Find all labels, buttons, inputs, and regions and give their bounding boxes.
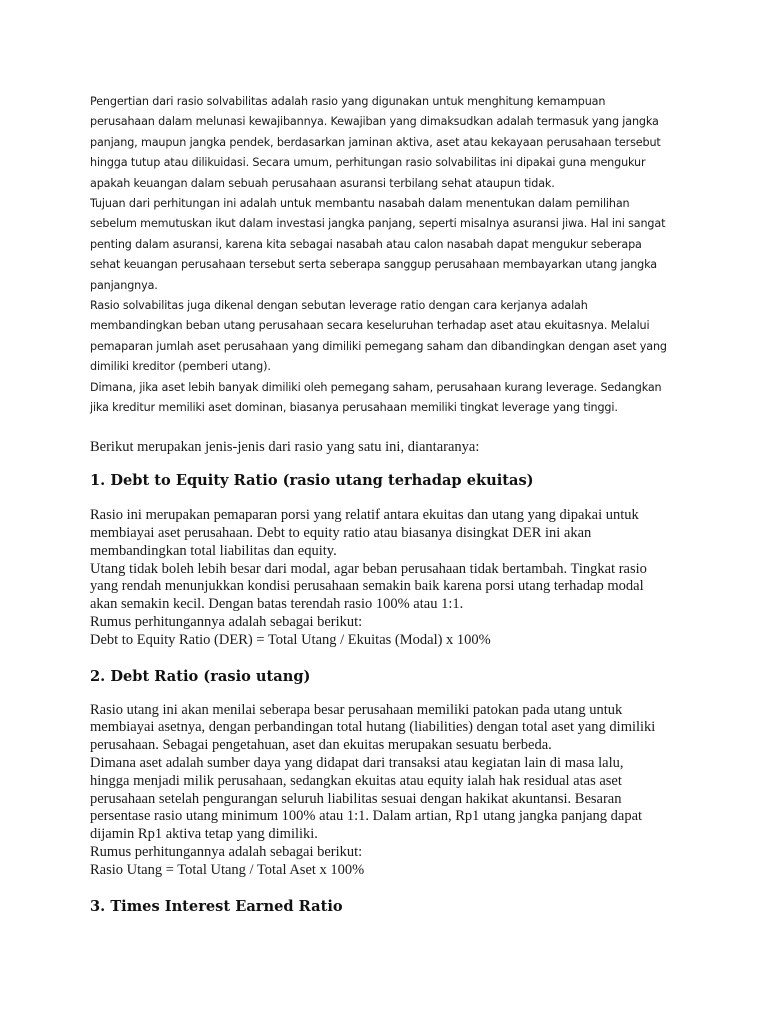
intro-paragraph [90,92,690,419]
text-line: Dimana, jika aset lebih banyak dimiliki oleh pemegang saham, perusahaan kurang leverage. Sedangkan [90,380,662,394]
intro-sentence: Berikut merupakan jenis-jenis dari rasio yang satu ini, diantaranya: [90,438,480,455]
text-line: panjangnya. [90,278,158,292]
text-line: hingga tutup atau dilikuidasi. Secara umum, perhitungan rasio solvabilitas ini dipakai guna mengukur [90,156,646,170]
text-line: akan semakin kecil. Dengan batas terendah rasio 100% atau 1:1. [90,596,464,613]
text-line: perusahaan setelah pengurangan seluruh liabilitas sesuai dengan hakikat akuntansi. Besaran [90,790,622,807]
text-line: membiayai aset perusahaan. Debt to equity ratio atau biasanya disingkat DER ini akan [90,525,592,542]
text-line: yang rendah menunjukkan kondisi perusahaan semakin baik karena porsi utang terhadap modal [90,578,644,595]
text-line: jika kreditur memiliki aset dominan, biasanya perusahaan memiliki tingkat leverage yang tinggi. [90,401,618,415]
section-body-der [90,507,690,649]
text-line: sebelum memutuskan ikut dalam investasi jangka panjang, seperti misalnya asuransi jiwa. Hal ini sangat [90,217,666,231]
document-page [90,92,690,917]
text-line: dimiliki kreditor (pemberi utang). [90,360,271,374]
section-heading-der: 1. Debt to Equity Ratio (rasio utang terhadap ekuitas) [90,472,534,490]
text-line: panjang, maupun jangka pendek, berdasarkan jaminan aktiva, aset atau kekayaan perusahaan tersebut [90,135,661,149]
text-line: membiayai asetnya, dengan perbandingan total hutang (liabilities) dengan total aset yang dimiliki [90,719,656,736]
text-line: membandingkan total liabilitas dan equity. [90,542,337,559]
text-line: persentase rasio utang minimum 100% atau 1:1. Dalam artian, Rp1 utang jangka panjang dapat [90,808,643,825]
text-line: Rasio ini merupakan pemaparan porsi yang relatif antara ekuitas dan utang yang dipakai untuk [90,507,639,524]
text-line: penting dalam asuransi, karena kita sebagai nasabah atau calon nasabah dapat mengukur seberapa [90,237,642,251]
text-line: Tujuan dari perhitungan ini adalah untuk membantu nasabah dalam menentukan dalam pemilihan [90,197,630,211]
text-line: sehat keuangan perusahaan tersebut serta seberapa sanggup perusahaan membayarkan utang jangka [90,258,657,272]
text-line: perusahaan dalam melunasi kewajibannya. Kewajiban yang dimaksudkan adalah termasuk yang jangka [90,115,659,129]
formula-line: Rasio Utang = Total Utang / Total Aset x 100% [90,861,365,878]
section-body-debt-ratio [90,702,690,880]
text-line: pemaparan jumlah aset perusahaan yang dimiliki pemegang saham dan dibandingkan dengan aset yang [90,339,667,353]
formula-line: Debt to Equity Ratio (DER) = Total Utang / Ekuitas (Modal) x 100% [90,631,491,648]
section-heading-debt-ratio: 2. Debt Ratio (rasio utang) [90,667,311,685]
text-line: dijamin Rp1 aktiva tetap yang dimiliki. [90,826,318,843]
text-line: Rumus perhitungannya adalah sebagai berikut: [90,614,363,631]
text-line: Rumus perhitungannya adalah sebagai berikut: [90,844,363,861]
text-line: hingga menjadi milik perusahaan, sedangkan ekuitas atau equity ialah hak residual atas aset [90,772,622,789]
text-line: Rasio solvabilitas juga dikenal dengan sebutan leverage ratio dengan cara kerjanya adalah [90,299,588,313]
text-line: Pengertian dari rasio solvabilitas adalah rasio yang digunakan untuk menghitung kemampuan [90,95,606,108]
section-heading-tier: 3. Times Interest Earned Ratio [90,897,343,915]
text-line: Utang tidak boleh lebih besar dari modal, agar beban perusahaan tidak bertambah. Tingkat rasio [90,560,647,577]
text-line: Rasio utang ini akan menilai seberapa besar perusahaan memiliki patokan pada utang untuk [90,701,623,718]
text-line: Dimana aset adalah sumber daya yang didapat dari transaksi atau kegiatan lain di masa lalu, [90,755,624,772]
text-line: apakah keuangan dalam sebuah perusahaan asuransi terbilang sehat ataupun tidak. [90,176,555,190]
text-line: perusahaan. Sebagai pengetahuan, aset dan ekuitas merupakan sesuatu berbeda. [90,737,552,754]
text-line: membandingkan beban utang perusahaan secara keseluruhan terhadap aset atau ekuitasnya. Melalui [90,319,650,333]
